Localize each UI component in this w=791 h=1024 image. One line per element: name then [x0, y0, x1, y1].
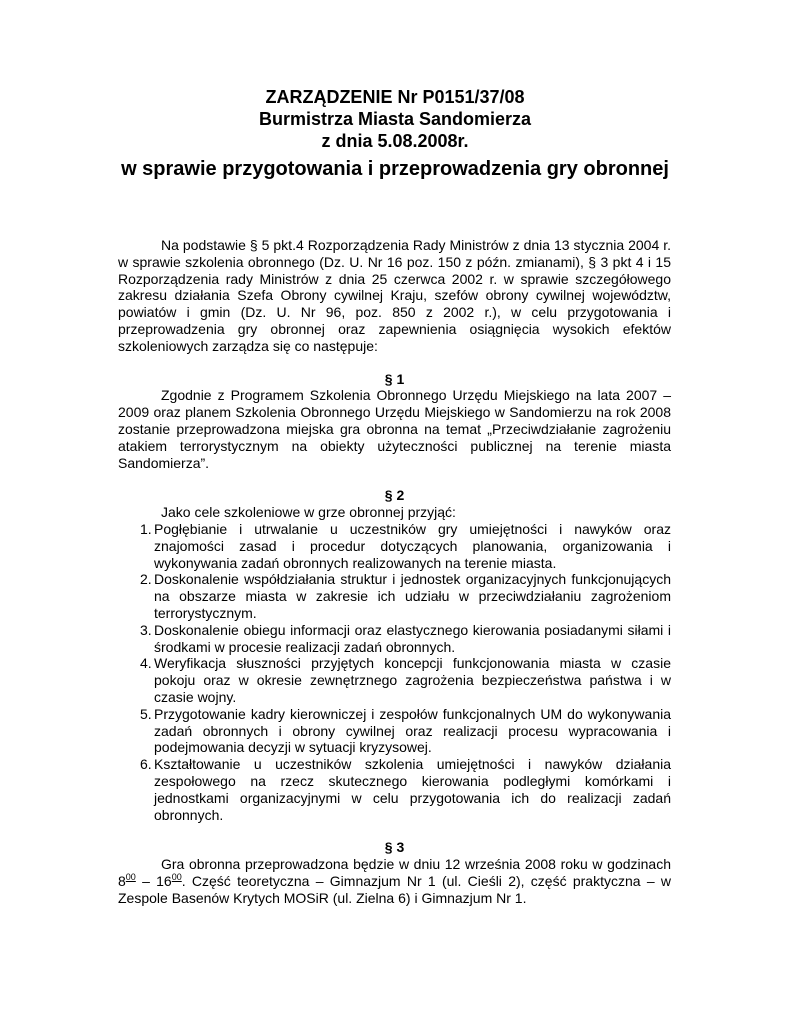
training-goals-list: [118, 521, 671, 823]
end-hour-minutes: 00: [171, 871, 182, 882]
section-2-heading: § 2: [384, 487, 405, 504]
list-item-text: Doskonalenie współdziałania struktur i jednostek organizacyjnych funkcjonujących na obszarze miasta w zakresie ich udziału w przeciwdziałaniu zagrożeniom terrorystycznym.: [154, 571, 671, 621]
preamble-paragraph: Na podstawie § 5 pkt.4 Rozporządzenia Rady Ministrów z dnia 13 stycznia 2004 r. w sprawie szkolenia obronnego (Dz. U. Nr 16 poz. 150 z późn. zmianami), § 3 pkt 4 i 15 Rozporządzenia rady Ministrów z dnia 25 czerwca 2002 r. w sprawie szczegółowego zakresu działania Szefa Obrony cywilnej Kraju, szefów obrony cywilnej województw, powiatów i gmin (Dz. U. Nr 96, poz. 850 z 2002 r.), w celu przygotowania i przeprowadzenia gry obronnej oraz zapewnienia osiągnięcia wysokich efektów szkoleniowych zarządza się co następuje:: [118, 237, 671, 354]
decree-number: ZARZĄDZENIE Nr P0151/37/08: [265, 87, 525, 107]
section-2-intro: Jako cele szkoleniowe w grze obronnej przyjąć:: [161, 504, 456, 521]
list-item: [118, 521, 671, 571]
list-item-number: 3.: [140, 621, 152, 638]
list-item-text: Kształtowanie u uczestników szkolenia umiejętności i nawyków działania zespołowego na rzecz skutecznego kierowania podległymi komórkami i jednostkami organizacyjnymi w celu przygotowania ich do realizacji zadań obronnych.: [154, 756, 671, 823]
section-3-heading: § 3: [384, 839, 405, 856]
section-1-heading: § 1: [384, 370, 405, 387]
list-item: [118, 571, 671, 621]
section-3-dash: – 16: [135, 872, 172, 889]
list-item-number: 5.: [140, 705, 152, 722]
decree-issuer: Burmistrza Miasta Sandomierza: [258, 109, 532, 129]
start-hour-minutes: 00: [125, 871, 136, 882]
decree-date: z dnia 5.08.2008r.: [321, 131, 469, 151]
list-item-text: Weryfikacja słuszności przyjętych koncepcji funkcjonowania miasta w czasie pokoju oraz w okresie zewnętrznego zagrożenia bezpieczeństwa państwa i w czasie wojny.: [154, 655, 671, 705]
section-3-text-b: . Część teoretyczna – Gimnazjum Nr 1 (ul. Cieśli 2), część praktyczna – w Zespole Basenów Krytych MOSiR (ul. Zielna 6) i Gimnazjum Nr 1.: [118, 872, 672, 906]
list-item-number: 6.: [140, 756, 152, 773]
list-item-number: 1.: [140, 520, 152, 537]
section-3-text: [118, 856, 671, 906]
list-item: [118, 706, 671, 756]
document-header: [100, 86, 690, 182]
section-1-text: Zgodnie z Programem Szkolenia Obronnego Urzędu Miejskiego na lata 2007 – 2009 oraz planem Szkolenia Obronnego Urzędu Miejskiego w Sandomierzu na rok 2008 zostanie przeprowadzona miejska gra obronna na temat „Przeciwdziałanie zagrożeniu atakiem terrorystycznym na obiekty użyteczności publicznej na terenie miasta Sandomierza”.: [118, 387, 671, 471]
document-body: [118, 237, 671, 906]
list-item-text: Pogłębianie i utrwalanie u uczestników gry umiejętności i nawyków oraz znajomości zasad i procedur dotyczących planowania, organizowania i wykonywania zadań obronnych realizowanych na terenie miasta.: [154, 520, 671, 571]
list-item: [118, 622, 671, 656]
list-item-number: 4.: [140, 655, 152, 672]
list-item-number: 2.: [140, 571, 152, 588]
list-item: [118, 756, 671, 823]
list-item-text: Doskonalenie obiegu informacji oraz elastycznego kierowania posiadanymi siłami i środkami w procesie realizacji zadań obronnych.: [154, 621, 671, 655]
decree-subject: w sprawie przygotowania i przeprowadzenia gry obronnej: [121, 158, 669, 180]
list-item: [118, 655, 671, 705]
list-item-text: Przygotowanie kadry kierowniczej i zespołów funkcjonalnych UM do wykonywania zadań obronnych i obrony cywilnej oraz realizacji procesu wypracowania i podejmowania decyzji w sytuacji kryzysowej.: [154, 705, 671, 756]
section-3-text-a: Gra obronna przeprowadzona będzie w dniu 12 września 2008 roku w godzinach 8: [118, 856, 671, 889]
